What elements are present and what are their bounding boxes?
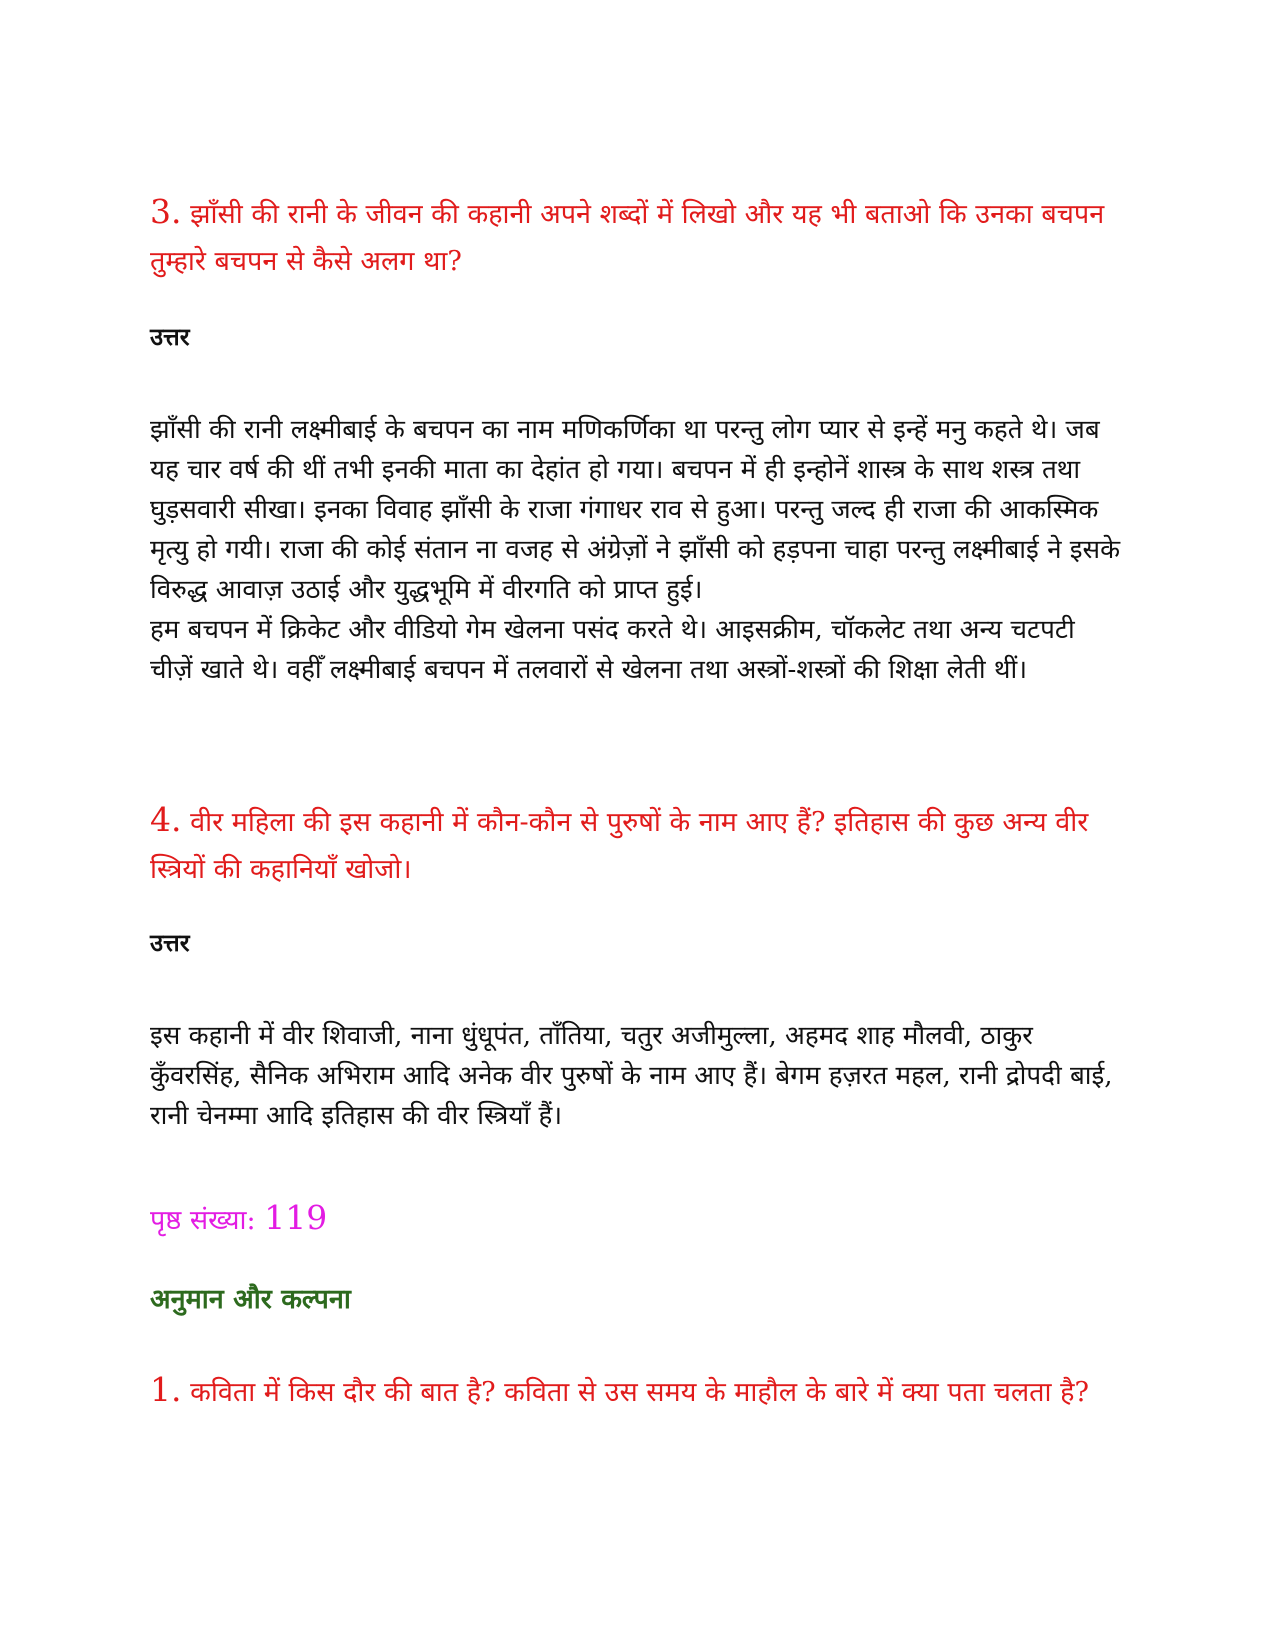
- answer-paragraph: हम बचपन में क्रिकेट और वीडियो गेम खेलना पसंद करते थे। आइसक्रीम, चॉकलेट तथा अन्य चटपटी चीज़ें खाते थे। वहीँ लक्ष्मीबाई बचपन में तलवारों से खेलना तथा अस्त्रों-शस्त्रों की शिक्षा लेती थीं।: [150, 615, 1075, 685]
- question-text: वीर महिला की इस कहानी में कौन-कौन से पुरुषों के नाम आए हैं? इतिहास की कुछ अन्य वीर स्त्रियों की कहानियाँ खोजो।: [150, 807, 1089, 885]
- answer-label-3: उत्तर: [150, 322, 190, 351]
- answer-label-4: उत्तर: [150, 928, 190, 957]
- question-text: कविता में किस दौर की बात है? कविता से उस समय के माहौल के बारे में क्या पता चलता है?: [190, 1377, 1089, 1408]
- answer-paragraph: झाँसी की रानी लक्ष्मीबाई के बचपन का नाम मणिकर्णिका था परन्तु लोग प्यार से इन्हें मनु कहते थे। जब यह चार वर्ष की थीं तभी इनकी माता का देहांत हो गया। बचपन में ही इन्होनें शास्त्र के साथ शस्त्र तथा घुड़सवारी सीखा। इनका विवाह झाँसी के राजा गंगाधर राव से हुआ। परन्तु जल्द ही राजा की आकस्मिक मृत्यु हो गयी। राजा की कोई संतान ना वजह से अंग्रेज़ों ने झाँसी को हड़पना चाहा परन्तु लक्ष्मीबाई ने इसके विरुद्ध आवाज़ उठाई और युद्धभूमि में वीरगति को प्राप्त हुई।: [150, 415, 1121, 605]
- question-text: झाँसी की रानी के जीवन की कहानी अपने शब्दों में लिखो और यह भी बताओ कि उनका बचपन तुम्हारे बचपन से कैसे अलग था?: [150, 199, 1105, 277]
- answer-4: [150, 1016, 1125, 1136]
- question-number: 1.: [150, 1370, 182, 1409]
- question-1-next-section: [150, 1366, 1125, 1416]
- question-number: 3.: [150, 192, 182, 231]
- answer-paragraph: इस कहानी में वीर शिवाजी, नाना धुंधूपंत, ताँतिया, चतुर अजीमुल्ला, अहमद शाह मौलवी, ठाकुर कुँवरसिंह, सैनिक अभिराम आदि अनेक वीर पुरुषों के नाम आए हैं। बेगम हज़रत महल, रानी द्रोपदी बाई, रानी चेनम्मा आदि इतिहास की वीर स्त्रियाँ हैं।: [150, 1021, 1113, 1131]
- answer-3: [150, 410, 1125, 690]
- question-4: [150, 796, 1125, 893]
- page-number-label: पृष्ठ संख्या:: [150, 1205, 256, 1236]
- section-heading: अनुमान और कल्पना: [150, 1284, 351, 1315]
- page-number: [150, 1198, 1125, 1241]
- question-3: [150, 188, 1125, 285]
- question-number: 4.: [150, 800, 182, 839]
- page-number-value: 119: [264, 1198, 328, 1237]
